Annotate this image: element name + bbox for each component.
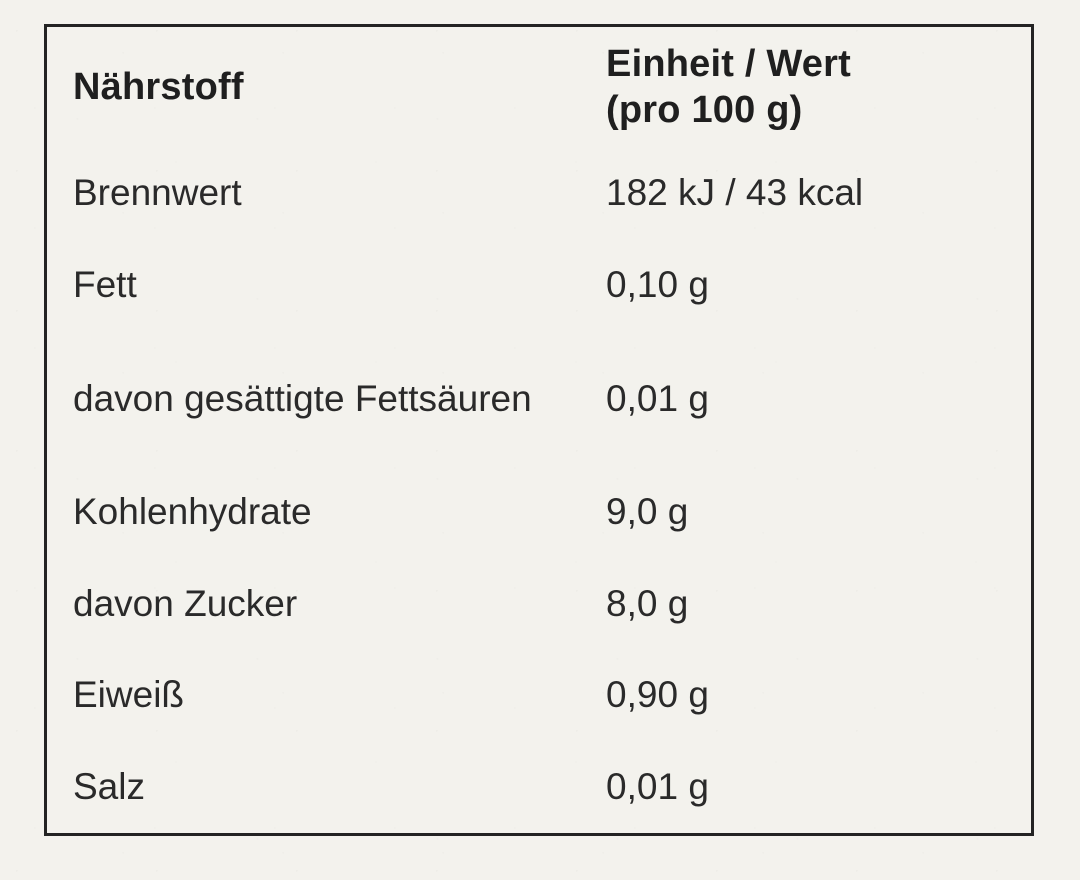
table-row <box>47 239 1031 331</box>
nutrition-table-frame <box>44 24 1034 836</box>
column-header-unit-value <box>598 27 1031 148</box>
column-header-unit-value-line2: (pro 100 g) <box>606 89 803 132</box>
nutrient-value-cell: 0,01 g <box>606 766 709 807</box>
nutrient-name-cell: Eiweiß <box>73 674 185 716</box>
nutrient-name-cell: Salz <box>73 766 145 807</box>
nutrient-name-cell: Brennwert <box>73 172 242 214</box>
nutrient-name-cell: Fett <box>73 264 137 306</box>
nutrient-value-cell: 0,90 g <box>606 674 709 716</box>
column-header-unit-value-line1: Einheit / Wert <box>606 43 851 85</box>
column-header-nutrient: Nährstoff <box>73 66 244 109</box>
nutrient-value-cell: 0,01 g <box>606 377 709 419</box>
table-row <box>47 148 1031 240</box>
nutrient-value-cell: 8,0 g <box>606 582 689 624</box>
table-row <box>47 331 1031 466</box>
nutrient-name-cell: Kohlenhydrate <box>73 490 312 532</box>
nutrient-name-cell: davon Zucker <box>73 582 298 624</box>
table-row <box>47 650 1031 742</box>
table-header-row <box>47 27 1031 148</box>
nutrient-value-cell: 0,10 g <box>606 264 709 306</box>
table-row <box>47 466 1031 558</box>
nutrition-table <box>47 27 1031 833</box>
nutrient-name-cell: davon gesättigte Fettsäuren <box>73 377 532 419</box>
table-row <box>47 558 1031 650</box>
nutrient-value-cell: 182 kJ / 43 kcal <box>606 172 864 214</box>
nutrient-value-cell: 9,0 g <box>606 490 689 532</box>
table-row <box>47 741 1031 833</box>
table-header <box>47 27 1031 148</box>
table-body <box>47 148 1031 833</box>
